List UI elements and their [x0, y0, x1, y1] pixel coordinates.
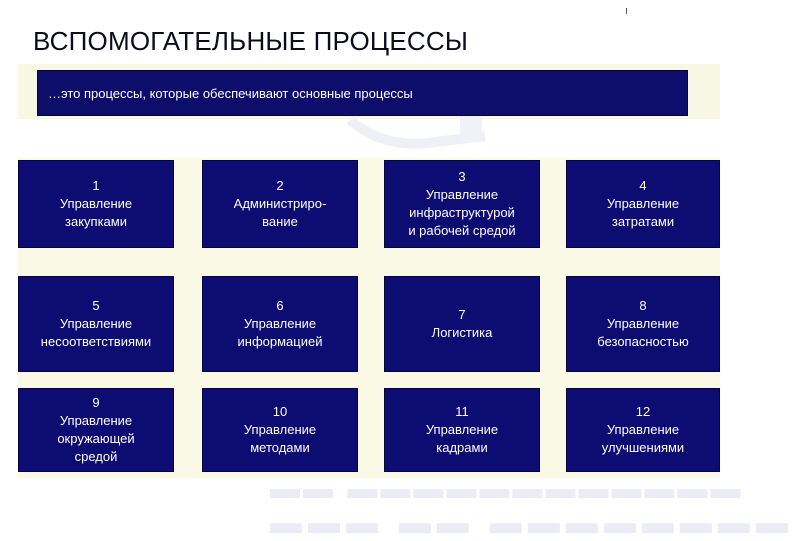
- process-number: 8: [639, 298, 647, 313]
- process-number: 2: [276, 178, 284, 193]
- process-box-2: [202, 160, 358, 248]
- process-number: 10: [272, 404, 288, 419]
- corner-mark: [626, 8, 627, 14]
- process-box-10: [202, 388, 358, 472]
- process-label-line: несоответствиями: [40, 334, 152, 349]
- process-label-line: окружающей: [57, 431, 135, 446]
- process-label-line: Управление: [59, 316, 133, 331]
- page-title: ВСПОМОГАТЕЛЬНЫЕ ПРОЦЕССЫ: [33, 26, 469, 56]
- process-label-line: методами: [250, 440, 310, 455]
- decorative-curve: [345, 112, 495, 157]
- process-box-8: [566, 276, 720, 372]
- process-number: 12: [635, 404, 651, 419]
- process-label-line: Управление: [243, 316, 317, 331]
- process-box-4: [566, 160, 720, 248]
- process-number: 6: [276, 298, 284, 313]
- process-box-9: [18, 388, 174, 472]
- process-label-line: Логистика: [431, 325, 493, 340]
- process-label-line: закупками: [65, 214, 127, 229]
- process-label-line: средой: [74, 449, 118, 464]
- process-label-line: Управление: [606, 316, 680, 331]
- process-label-line: затратами: [611, 214, 675, 229]
- process-label-line: Управление: [425, 187, 499, 202]
- process-label-line: Управление: [606, 196, 680, 211]
- definition-text: …это процессы, которые обеспечивают основные процессы: [48, 85, 413, 101]
- process-box-3: [384, 160, 540, 248]
- process-label-line: Управление: [59, 413, 133, 428]
- process-box-7: [384, 276, 540, 372]
- process-label-line: кадрами: [436, 440, 488, 455]
- process-number: 9: [92, 395, 100, 410]
- process-label-line: Управление: [425, 422, 499, 437]
- process-number: 1: [92, 178, 100, 193]
- process-box-1: [18, 160, 174, 248]
- process-number: 4: [639, 178, 647, 193]
- process-label-line: улучшениями: [601, 440, 685, 455]
- process-label-line: Управление: [59, 196, 133, 211]
- process-label-line: Управление: [606, 422, 680, 437]
- process-label-line: Управление: [243, 422, 317, 437]
- process-number: 11: [455, 404, 469, 419]
- process-label-line: информацией: [237, 334, 323, 349]
- process-box-12: [566, 388, 720, 472]
- process-label-line: Администриро-: [233, 196, 327, 211]
- background-watermark: ▬▬ ▬▬▬▬▬▬▬▬▬▬▬▬ ▬▬▬ ▬▬ ▬▬▬▬▬▬▬▬: [270, 472, 794, 540]
- process-label-line: безопасностью: [597, 334, 689, 349]
- process-box-5: [18, 276, 174, 372]
- process-box-6: [202, 276, 358, 372]
- process-label-line: вание: [262, 214, 298, 229]
- process-label-line: инфраструктурой: [409, 205, 515, 220]
- process-label-line: и рабочей средой: [408, 223, 516, 238]
- process-number: 5: [92, 298, 100, 313]
- process-number: 7: [458, 307, 466, 322]
- definition-banner: [37, 70, 688, 116]
- process-number: 3: [458, 169, 466, 184]
- process-box-11: [384, 388, 540, 472]
